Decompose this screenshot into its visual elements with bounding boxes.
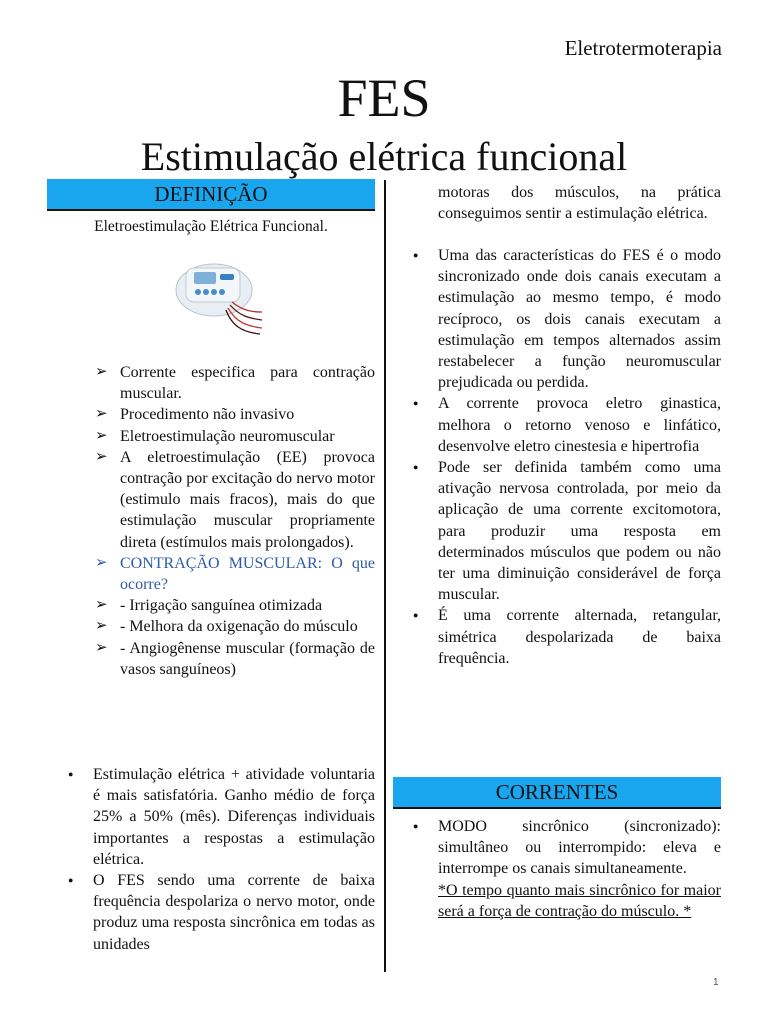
dot-bullet-icon: ● [413,610,419,621]
list-item: ● Pode ser definida também como uma ativação nervosa controlada, por meio da aplicação de uma corrente excitomotora, para produzir uma resposta em determinados músculos que podem ou não ter uma diminuição considerável de força muscular. [413,459,721,604]
definition-caption: Eletroestimulação Elétrica Funcional. [94,218,328,235]
list-item: ● O FES sendo uma corrente de baixa frequência despolariza o nervo motor, onde produz uma resposta sincrônica em todas as unidades [68,872,375,953]
fes-device-image [172,250,264,336]
list-item: ● Estimulação elétrica + atividade voluntaria é mais satisfatória. Ganho médio de força 25% a 50% (mês). Diferenças individuais importantes a respostas a estimulação elétrica. [68,766,375,868]
list-item: ➢ Procedimento não invasivo [95,404,375,425]
list-item-heading: ➢ CONTRAÇÃO MUSCULAR: O que ocorre? [95,554,375,594]
arrow-bullet-icon: ➢ [95,597,108,614]
list-item: ● É uma corrente alternada, retangular, simétrica despolarizada de baixa frequência. [413,607,721,667]
page-number: 1 [713,977,719,988]
list-item: ● Uma das características do FES é o modo sincronizado onde dois canais executam a estimulação ao mesmo tempo, é modo recíproco, os dois canais executam a estimulação em tempos alternados assim restabelecer a função neuromuscular prejudicada ou perdida. [413,247,721,392]
continued-paragraph: motoras dos músculos, na prática conseguimos sentir a estimulação elétrica. [438,184,721,223]
definition-list [95,362,375,680]
arrow-bullet-icon: ➢ [95,364,108,380]
currents-section-bar: CORRENTES [393,777,721,809]
list-item: ➢ Eletroestimulação neuromuscular [95,426,375,447]
currents-list [413,816,721,922]
list-item: ➢ - Angiogênense muscular (formação de vasos sanguíneos) [95,639,375,678]
dot-bullet-icon: ● [413,821,419,831]
dot-bullet-icon: ● [413,462,419,473]
definition-section-bar: DEFINIÇÃO [47,179,375,211]
page-subtitle: Estimulação elétrica funcional [140,134,628,179]
arrow-bullet-icon: ➢ [95,639,108,656]
list-item: ● A corrente provoca eletro ginastica, melhora o retorno venoso e linfático, desenvolve eletro cinestesia e hipertrofia [413,395,721,455]
subject-header: Eletrotermoterapia [564,36,722,60]
list-item: ● MODO sincrônico (sincronizado): simultâneo ou interrompido: eleva e interrompe os canais simultaneamente. *O tempo quanto mais sincrônico for maior será a força de contração do músculo. * [413,818,721,920]
dot-bullet-icon: ● [68,769,74,779]
list-item: ➢ - Melhora da oxigenação do músculo [95,616,375,637]
arrow-bullet-icon: ➢ [95,406,108,423]
list-item: ➢ A eletroestimulação (EE) provoca contração por excitação do nervo motor (estimulo mais fracos), mais do que estimulação muscular propriamente direta (estímulos mais prolongados). [95,448,375,551]
column-divider [384,180,386,972]
dot-bullet-icon: ● [413,250,419,260]
list-item: ➢ - Irrigação sanguínea otimizada [95,595,375,616]
dot-bullet-icon: ● [413,398,419,409]
arrow-bullet-icon: ➢ [95,427,108,444]
left-bullet-list [68,764,375,955]
page-title: FES [337,68,431,128]
list-item: ➢ Corrente especifica para contração muscular. [95,364,375,403]
arrow-bullet-icon: ➢ [95,554,108,571]
arrow-bullet-icon: ➢ [95,448,108,465]
dot-bullet-icon: ● [68,875,74,886]
arrow-bullet-icon: ➢ [95,618,108,635]
currents-note: *O tempo quanto mais sincrônico for maior será a força de contração do músculo. * [438,881,721,920]
right-bullet-list [413,245,721,669]
